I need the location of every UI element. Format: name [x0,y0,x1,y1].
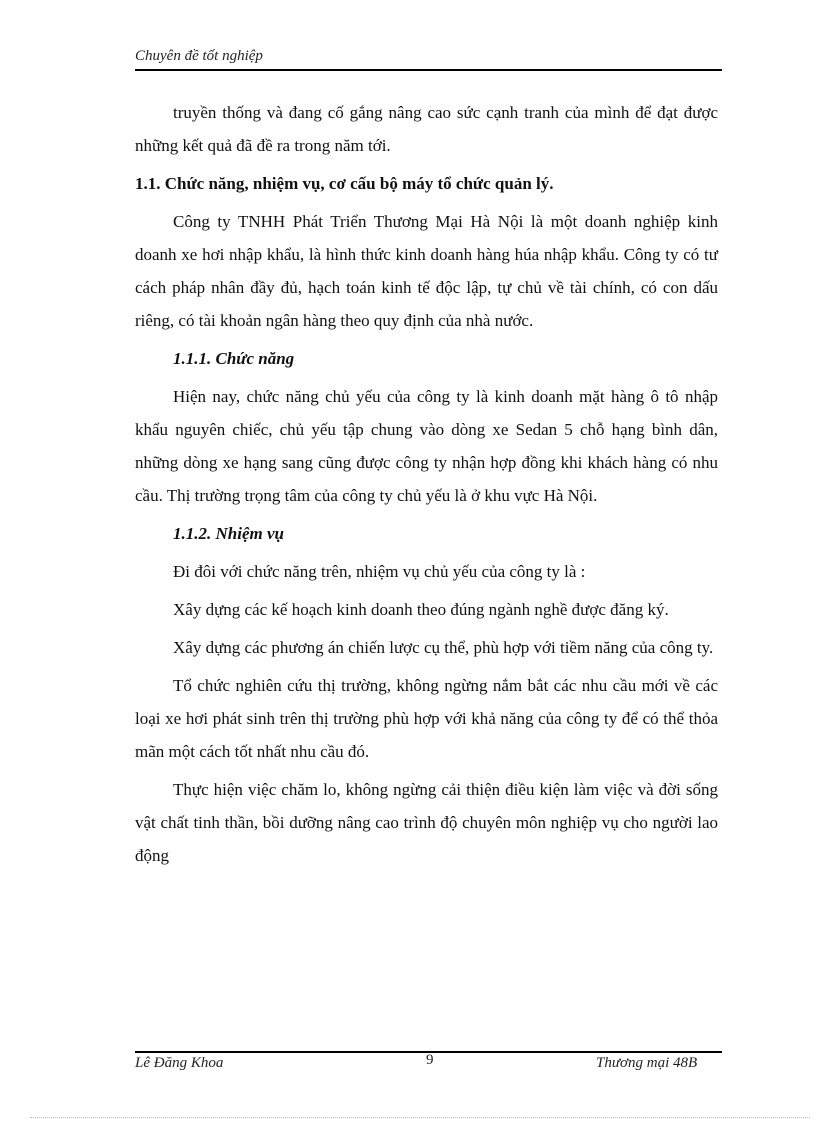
header-rule [135,69,722,71]
header-title: Chuyên đề tốt nghiệp [135,48,263,64]
paragraph: Xây dựng các phương án chiến lược cụ thể, phù hợp với tiềm năng của công ty. [173,638,714,657]
page-bottom-border [30,1117,810,1118]
document-body [135,96,718,877]
footer-class: Thương mại 48B [596,1055,698,1071]
page-number: 9 [426,1052,434,1068]
paragraph: truyền thống và đang cố gắng nâng cao sức cạnh tranh của mình để đạt được những kết quả đã đề ra trong năm tới. [135,103,718,155]
paragraph: Tổ chức nghiên cứu thị trường, không ngừng nắm bắt các nhu cầu mới về các loại xe hơi phát sinh trên thị trường phù hợp với khả năng của công ty để có thể thỏa mãn một cách tốt nhất nhu cầu đó. [135,676,718,761]
section-heading: 1.1. Chức năng, nhiệm vụ, cơ cấu bộ máy tổ chức quản lý. [135,174,554,193]
paragraph: Xây dựng các kế hoạch kinh doanh theo đúng ngành nghề được đăng ký. [173,600,669,619]
paragraph: Đi đôi với chức năng trên, nhiệm vụ chủ yếu của công ty là : [173,562,586,581]
subsection-heading: 1.1.1. Chức năng [173,349,295,368]
paragraph: Hiện nay, chức năng chủ yếu của công ty là kinh doanh mặt hàng ô tô nhập khẩu nguyên chiếc, chủ yếu tập chung vào dòng xe Sedan 5 chỗ hạng bình dân, những dòng xe hạng sang cũng được công ty nhận hợp đồng khi khách hàng có nhu cầu. Thị trường trọng tâm của công ty chủ yếu là ở khu vực Hà Nội. [135,387,718,505]
subsection-heading: 1.1.2. Nhiệm vụ [173,524,284,543]
paragraph: Thực hiện việc chăm lo, không ngừng cải thiện điều kiện làm việc và đời sống vật chất tinh thần, bồi dưỡng nâng cao trình độ chuyên môn nghiệp vụ cho người lao động [135,780,718,865]
paragraph: Công ty TNHH Phát Triển Thương Mại Hà Nội là một doanh nghiệp kinh doanh xe hơi nhập khẩu, là hình thức kinh doanh hàng húa nhập khẩu. Công ty có tư cách pháp nhân đầy đủ, hạch toán kinh tế độc lập, tự chủ về tài chính, có con dấu riêng, có tài khoản ngân hàng theo quy định của nhà nước. [135,212,718,330]
footer-author: Lê Đăng Khoa [135,1055,224,1071]
